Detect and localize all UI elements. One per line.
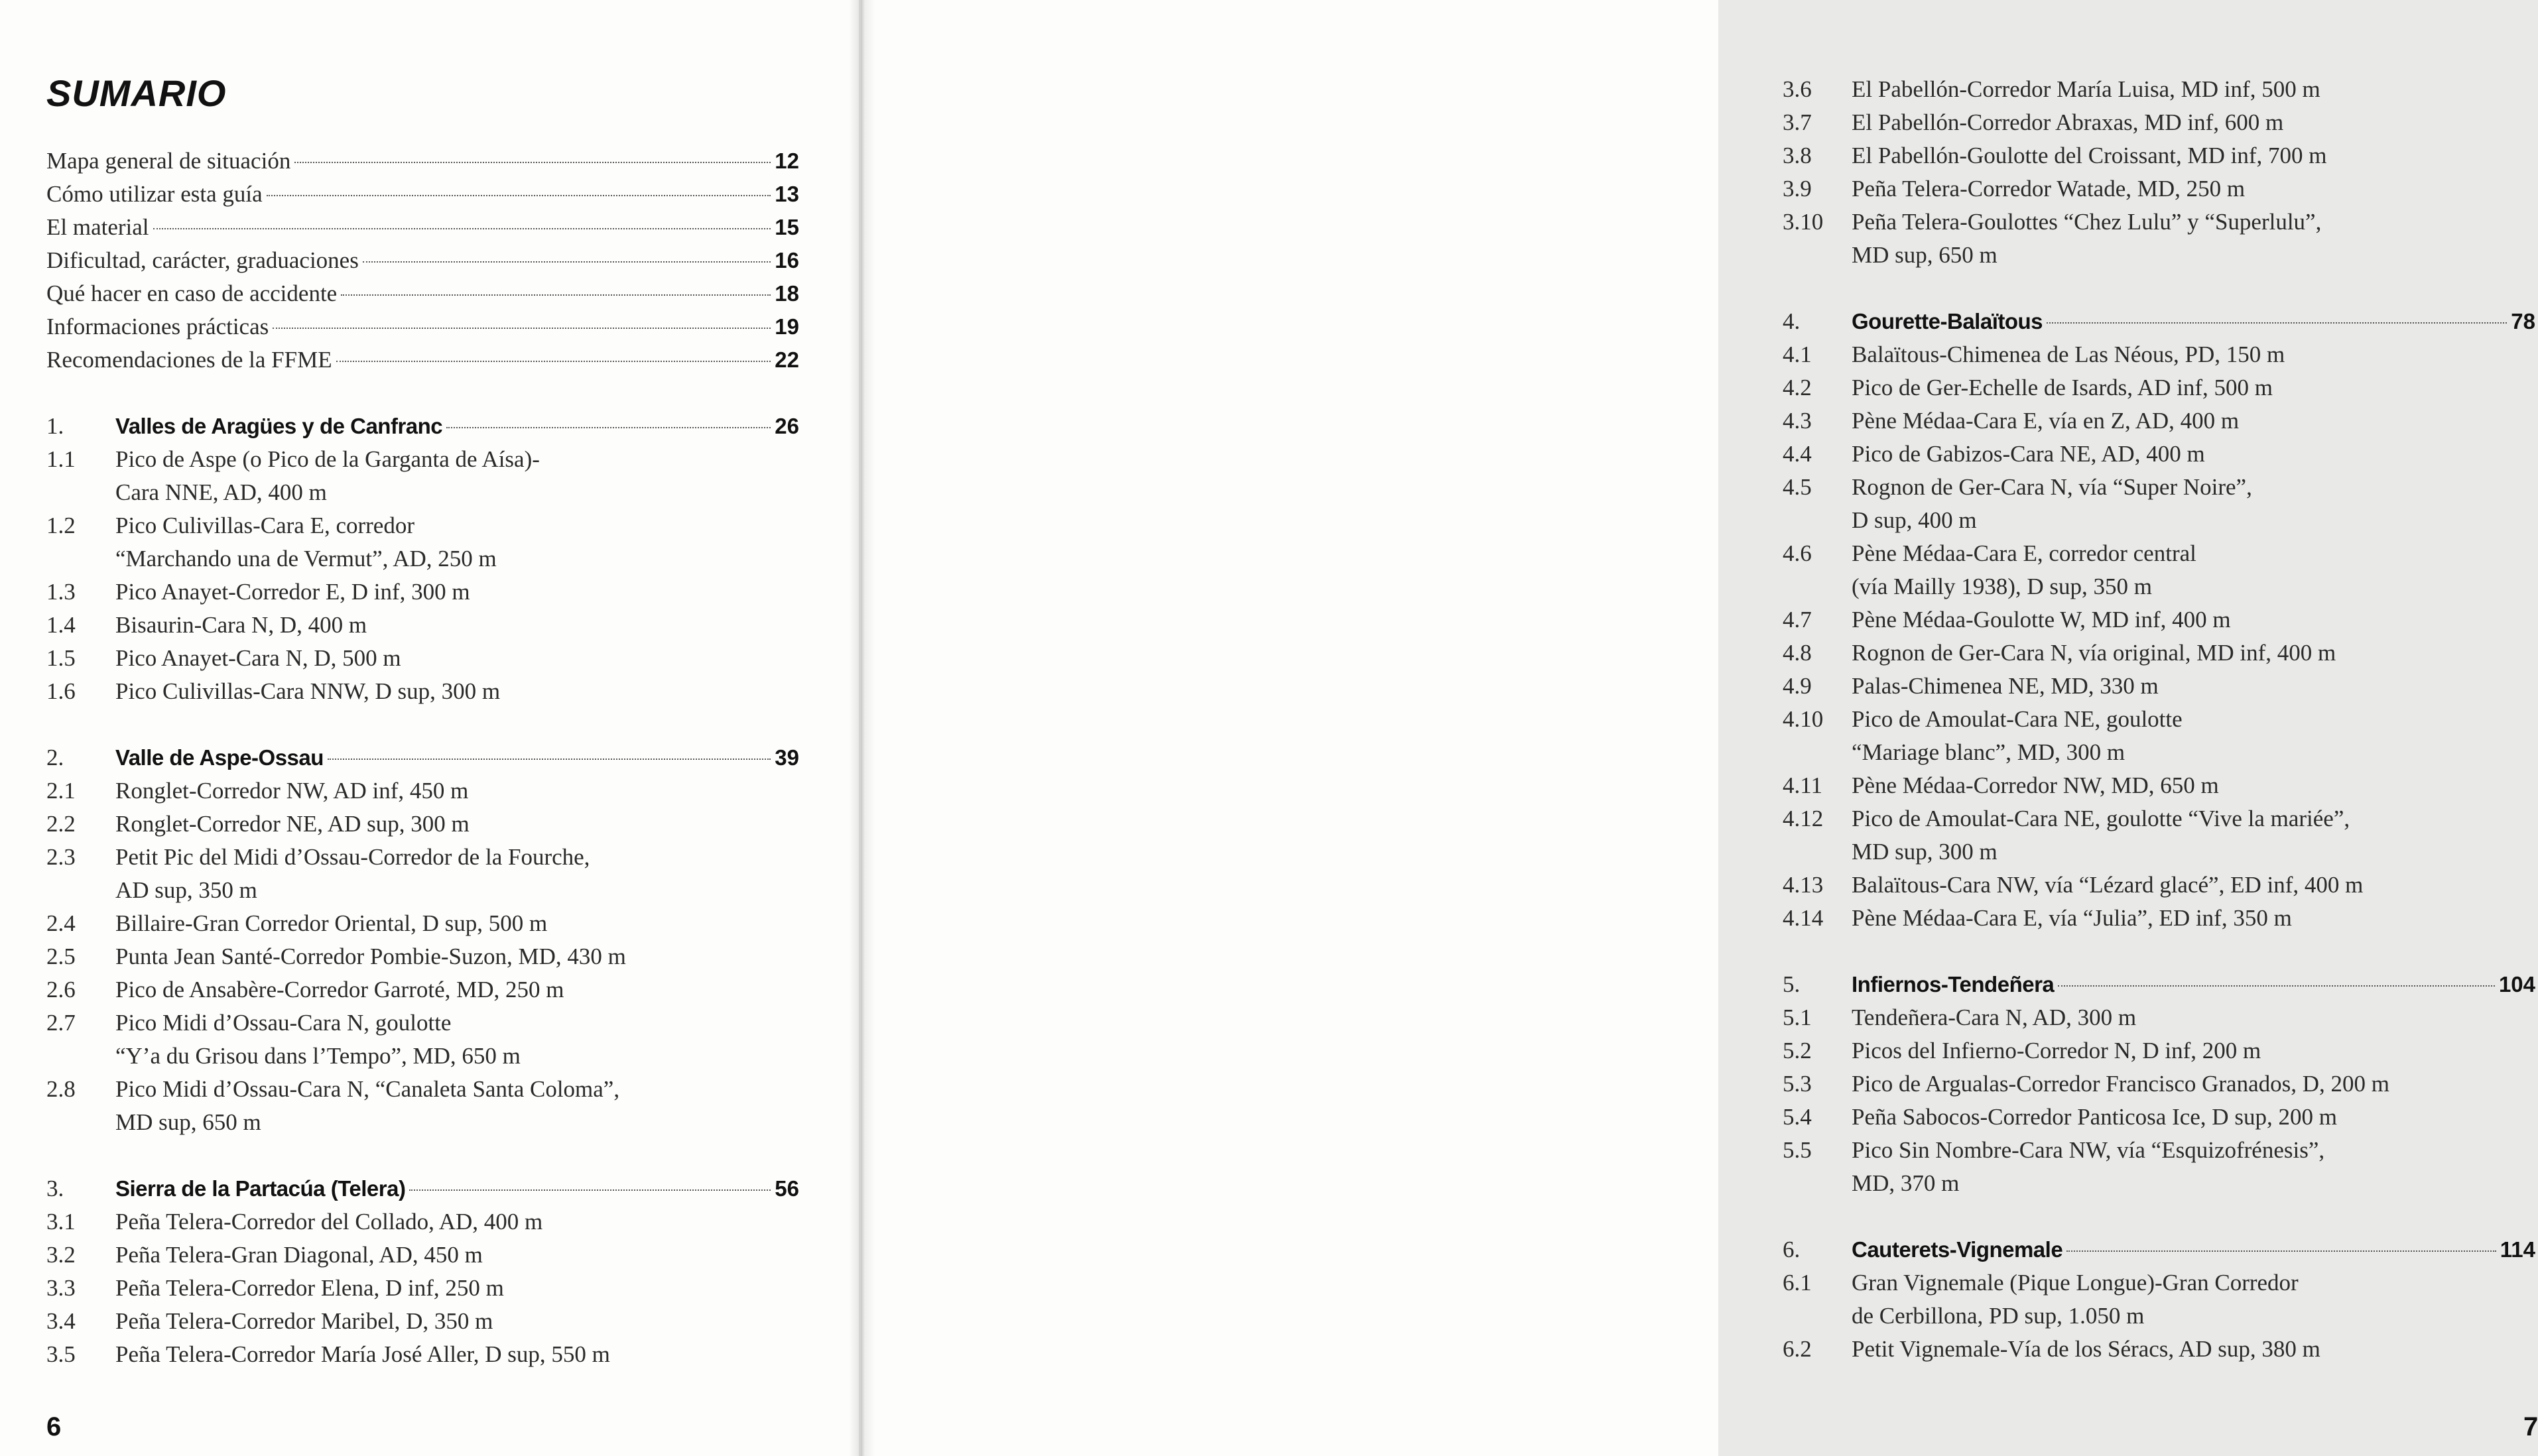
- entry-text: MD, 370 m: [1852, 1170, 1960, 1196]
- entry-number: 3.9: [1783, 176, 1812, 202]
- leader-dots: [2047, 322, 2507, 324]
- entry-text: Pico de Amoulat-Cara NE, goulotte “Vive la mariée”,: [1852, 806, 2350, 831]
- entry-text: Pico Sin Nombre-Cara NW, vía “Esquizofrénesis”,: [1852, 1137, 2325, 1163]
- entry-text: Gran Vignemale (Pique Longue)-Gran Corredor: [1852, 1270, 2299, 1296]
- intro-entry: [46, 178, 799, 211]
- entry-number: 3.8: [1783, 143, 1812, 168]
- entry-number: 3.4: [46, 1308, 76, 1334]
- section-number: 6.: [1783, 1237, 1801, 1262]
- page-ref: 16: [775, 248, 799, 273]
- toc-entry: [1783, 239, 2535, 272]
- toc-entry: [1783, 504, 2535, 537]
- entry-text: Balaïtous-Cara NW, vía “Lézard glacé”, ED inf, 400 m: [1852, 872, 2364, 898]
- toc-entry: [1783, 670, 2535, 703]
- entry-number: 5.2: [1783, 1038, 1812, 1063]
- entry-text: Peña Telera-Corredor Maribel, D, 350 m: [115, 1308, 493, 1334]
- entry-text: Pico Midi d’Ossau-Cara N, goulotte: [115, 1010, 452, 1036]
- toc-entry: [46, 1205, 799, 1239]
- page-title: SUMARIO: [46, 72, 227, 114]
- toc-entry: [1783, 172, 2535, 206]
- entry-text: Tendeñera-Cara N, AD, 300 m: [1852, 1004, 2137, 1030]
- spacer: [1783, 935, 2535, 968]
- entry-number: 1.2: [46, 513, 76, 538]
- entry-text: El Pabellón-Corredor María Luisa, MD inf, 500 m: [1852, 76, 2320, 102]
- spacer: [1783, 272, 2535, 305]
- entry-number: 2.6: [46, 977, 76, 1002]
- entry-text: Peña Telera-Gran Diagonal, AD, 450 m: [115, 1242, 483, 1268]
- entry-number: 3.2: [46, 1242, 76, 1268]
- entry-text: Ronglet-Corredor NW, AD inf, 450 m: [115, 778, 469, 804]
- entry-text: Dificultad, carácter, graduaciones: [46, 247, 359, 273]
- entry-number: 4.8: [1783, 640, 1812, 666]
- entry-text: Cara NNE, AD, 400 m: [115, 479, 327, 505]
- toc-entry: [1783, 703, 2535, 736]
- entry-text: (vía Mailly 1938), D sup, 350 m: [1852, 574, 2153, 599]
- toc-entry: [46, 973, 799, 1006]
- toc-entry: [46, 874, 799, 907]
- entry-number: 4.1: [1783, 341, 1812, 367]
- entry-text: Pène Médaa-Corredor NW, MD, 650 m: [1852, 772, 2219, 798]
- entry-text: MD sup, 300 m: [1852, 839, 1998, 865]
- page-ref: 12: [775, 149, 799, 173]
- page-ref: 104: [2498, 972, 2535, 997]
- toc-entry: [1783, 73, 2535, 106]
- page-ref: 39: [775, 745, 799, 770]
- section-heading: [46, 410, 799, 443]
- entry-text: Pène Médaa-Cara E, vía en Z, AD, 400 m: [1852, 408, 2240, 434]
- spacer: [46, 377, 799, 410]
- entry-number: 2.3: [46, 844, 76, 870]
- page-ref: 114: [2500, 1237, 2535, 1262]
- entry-text: MD sup, 650 m: [1852, 242, 1998, 268]
- section-title: Gourette-Balaïtous: [1852, 309, 2043, 334]
- toc-entry: [1783, 769, 2535, 802]
- entry-text: Qué hacer en caso de accidente: [46, 280, 338, 306]
- toc-entry: [46, 1272, 799, 1305]
- toc-entry: [1783, 1333, 2535, 1366]
- intro-entry: [46, 244, 799, 277]
- toc-entry: [1783, 438, 2535, 471]
- entry-number: 2.7: [46, 1010, 76, 1036]
- section-heading: [1783, 968, 2535, 1001]
- entry-text: Pène Médaa-Goulotte W, MD inf, 400 m: [1852, 607, 2231, 633]
- entry-number: 4.14: [1783, 905, 1824, 931]
- section-title: Sierra de la Partacúa (Telera): [115, 1176, 406, 1201]
- toc-entry: [46, 1106, 799, 1139]
- entry-number: 4.3: [1783, 408, 1812, 434]
- toc-entry: [46, 1073, 799, 1106]
- leader-dots: [336, 361, 771, 362]
- intro-entry: [46, 277, 799, 310]
- entry-number: 3.6: [1783, 76, 1812, 102]
- entry-text: “Mariage blanc”, MD, 300 m: [1852, 739, 2126, 765]
- leader-dots: [409, 1189, 771, 1191]
- entry-text: Peña Telera-Corredor Watade, MD, 250 m: [1852, 176, 2246, 202]
- leader-dots: [267, 195, 771, 196]
- entry-text: Billaire-Gran Corredor Oriental, D sup, 500 m: [115, 910, 548, 936]
- toc-entry: [46, 443, 799, 476]
- leader-dots: [328, 758, 771, 760]
- toc-entry: [46, 476, 799, 509]
- section-number: 1.: [46, 413, 64, 439]
- intro-entry: [46, 145, 799, 178]
- toc-entry: [46, 1239, 799, 1272]
- leader-dots: [446, 427, 771, 428]
- page-ref: 19: [775, 314, 799, 339]
- entry-number: 2.1: [46, 778, 76, 804]
- toc-entry: [1783, 902, 2535, 935]
- entry-text: Pico Anayet-Cara N, D, 500 m: [115, 645, 401, 671]
- toc-entry: [1783, 106, 2535, 139]
- entry-text: El material: [46, 214, 149, 240]
- leader-dots: [294, 162, 771, 163]
- page-number-right: 7: [2523, 1412, 2538, 1441]
- toc-entry: [1783, 471, 2535, 504]
- section-title: Infiernos-Tendeñera: [1852, 972, 2055, 997]
- entry-text: Rognon de Ger-Cara N, vía “Super Noire”,: [1852, 474, 2252, 500]
- entry-text: Pène Médaa-Cara E, corredor central: [1852, 540, 2196, 566]
- entry-number: 4.5: [1783, 474, 1812, 500]
- toc-entry: [46, 940, 799, 973]
- toc-entry: [1783, 371, 2535, 404]
- toc-entry: [1783, 139, 2535, 172]
- left-page: [0, 0, 859, 1456]
- toc-entry: [46, 841, 799, 874]
- entry-text: Punta Jean Santé-Corredor Pombie-Suzon, MD, 430 m: [115, 943, 626, 969]
- page-ref: 78: [2511, 309, 2535, 334]
- entry-number: 1.3: [46, 579, 76, 605]
- toc-entry: [46, 542, 799, 576]
- entry-text: Pico Anayet-Corredor E, D inf, 300 m: [115, 579, 470, 605]
- toc-entry: [46, 1305, 799, 1338]
- page-ref: 13: [775, 182, 799, 206]
- page-ref: 18: [775, 281, 799, 306]
- entry-text: Ronglet-Corredor NE, AD sup, 300 m: [115, 811, 470, 837]
- toc-entry: [1783, 537, 2535, 570]
- entry-text: Pico de Ansabère-Corredor Garroté, MD, 250 m: [115, 977, 564, 1002]
- entry-number: 4.13: [1783, 872, 1824, 898]
- entry-text: El Pabellón-Corredor Abraxas, MD inf, 600 m: [1852, 109, 2284, 135]
- entry-text: Bisaurin-Cara N, D, 400 m: [115, 612, 367, 638]
- entry-text: Pico Culivillas-Cara E, corredor: [115, 513, 414, 538]
- entry-text: Peña Telera-Goulottes “Chez Lulu” y “Superlulu”,: [1852, 209, 2322, 235]
- spacer: [46, 1139, 799, 1172]
- entry-text: Pico de Ger-Echelle de Isards, AD inf, 500 m: [1852, 375, 2273, 400]
- entry-number: 5.4: [1783, 1104, 1812, 1130]
- entry-number: 4.6: [1783, 540, 1812, 566]
- toc-entry: [1783, 1101, 2535, 1134]
- toc-entry: [46, 808, 799, 841]
- entry-text: MD sup, 650 m: [115, 1109, 261, 1135]
- leader-dots: [363, 261, 771, 263]
- entry-number: 2.4: [46, 910, 76, 936]
- leader-dots: [153, 228, 771, 229]
- entry-text: Palas-Chimenea NE, MD, 330 m: [1852, 673, 2159, 699]
- section-heading: [1783, 1233, 2535, 1266]
- section-heading: [46, 1172, 799, 1205]
- entry-number: 4.7: [1783, 607, 1812, 633]
- toc-entry: [1783, 338, 2535, 371]
- entry-text: Peña Telera-Corredor María José Aller, D sup, 550 m: [115, 1341, 610, 1367]
- toc-entry: [46, 907, 799, 940]
- toc-entry: [1783, 206, 2535, 239]
- toc-entry: [1783, 736, 2535, 769]
- entry-number: 4.12: [1783, 806, 1824, 831]
- page-ref: 15: [775, 215, 799, 239]
- entry-number: 2.5: [46, 943, 76, 969]
- intro-entry: [46, 310, 799, 343]
- entry-number: 1.6: [46, 678, 76, 704]
- entry-number: 3.7: [1783, 109, 1812, 135]
- toc-entry: [1783, 603, 2535, 637]
- toc-entry: [46, 675, 799, 708]
- section-title: Valle de Aspe-Ossau: [115, 745, 324, 770]
- section-number: 5.: [1783, 971, 1801, 997]
- entry-text: Pico de Gabizos-Cara NE, AD, 400 m: [1852, 441, 2205, 467]
- toc-entry: [1783, 1034, 2535, 1067]
- entry-text: AD sup, 350 m: [115, 877, 257, 903]
- toc-entry: [1783, 1067, 2535, 1101]
- leader-dots: [2066, 1250, 2496, 1252]
- entry-number: 4.10: [1783, 706, 1824, 732]
- entry-text: Petit Pic del Midi d’Ossau-Corredor de la Fourche,: [115, 844, 590, 870]
- section-title: Cauterets-Vignemale: [1852, 1237, 2063, 1262]
- entry-number: 4.9: [1783, 673, 1812, 699]
- entry-text: Cómo utilizar esta guía: [46, 181, 263, 207]
- toc-entry: [1783, 637, 2535, 670]
- entry-text: Picos del Infierno-Corredor N, D inf, 200 m: [1852, 1038, 2261, 1063]
- toc-entry: [1783, 1134, 2535, 1167]
- entry-number: 1.5: [46, 645, 76, 671]
- entry-text: “Y’a du Grisou dans l’Tempo”, MD, 650 m: [115, 1043, 521, 1069]
- spacer: [46, 708, 799, 741]
- entry-number: 1.1: [46, 446, 76, 472]
- section-heading: [46, 741, 799, 774]
- toc-entry: [46, 774, 799, 808]
- entry-number: 2.8: [46, 1076, 76, 1102]
- entry-number: 5.1: [1783, 1004, 1812, 1030]
- entry-number: 3.10: [1783, 209, 1824, 235]
- entry-text: Pico Midi d’Ossau-Cara N, “Canaleta Santa Coloma”,: [115, 1076, 620, 1102]
- entry-number: 3.1: [46, 1209, 76, 1235]
- toc-entry: [46, 1040, 799, 1073]
- entry-text: El Pabellón-Goulotte del Croissant, MD inf, 700 m: [1852, 143, 2327, 168]
- entry-text: de Cerbillona, PD sup, 1.050 m: [1852, 1303, 2145, 1329]
- entry-text: Pico Culivillas-Cara NNW, D sup, 300 m: [115, 678, 501, 704]
- leader-dots: [2058, 985, 2495, 987]
- entry-text: Peña Telera-Corredor Elena, D inf, 250 m: [115, 1275, 504, 1301]
- entry-text: Mapa general de situación: [46, 148, 291, 174]
- right-page: [862, 0, 2538, 1456]
- toc-entry: [46, 1338, 799, 1371]
- toc-entry: [1783, 404, 2535, 438]
- toc-entry: [46, 1006, 799, 1040]
- toc-entry: [1783, 570, 2535, 603]
- entry-number: 5.5: [1783, 1137, 1812, 1163]
- toc-entry: [46, 609, 799, 642]
- section-number: 2.: [46, 745, 64, 770]
- entry-number: 4.4: [1783, 441, 1812, 467]
- entry-text: Pico de Aspe (o Pico de la Garganta de Aísa)-: [115, 446, 540, 472]
- entry-number: 5.3: [1783, 1071, 1812, 1097]
- entry-text: Balaïtous-Chimenea de Las Néous, PD, 150 m: [1852, 341, 2285, 367]
- section-number: 3.: [46, 1176, 64, 1201]
- leader-dots: [341, 294, 771, 296]
- entry-number: 6.2: [1783, 1336, 1812, 1362]
- page-ref: 22: [775, 347, 799, 372]
- toc-entry: [1783, 1167, 2535, 1200]
- toc-entry: [46, 509, 799, 542]
- toc-entry: [46, 576, 799, 609]
- entry-text: Recomendaciones de la FFME: [46, 347, 332, 373]
- page-number-left: 6: [46, 1412, 62, 1441]
- toc-entry: [1783, 835, 2535, 869]
- entry-number: 6.1: [1783, 1270, 1812, 1296]
- entry-number: 2.2: [46, 811, 76, 837]
- entry-text: Peña Sabocos-Corredor Panticosa Ice, D sup, 200 m: [1852, 1104, 2337, 1130]
- spacer: [1783, 1200, 2535, 1233]
- toc-entry: [1783, 802, 2535, 835]
- toc-entry: [1783, 1266, 2535, 1300]
- entry-text: Informaciones prácticas: [46, 314, 269, 339]
- entry-text: “Marchando una de Vermut”, AD, 250 m: [115, 546, 497, 572]
- entry-number: 4.11: [1783, 772, 1822, 798]
- entry-number: 1.4: [46, 612, 76, 638]
- section-heading: [1783, 305, 2535, 338]
- leader-dots: [273, 328, 771, 329]
- section-title: Valles de Aragües y de Canfranc: [115, 414, 443, 438]
- entry-text: Petit Vignemale-Vía de los Séracs, AD sup, 380 m: [1852, 1336, 2320, 1362]
- page-ref: 26: [775, 414, 799, 438]
- entry-text: Pico de Argualas-Corredor Francisco Granados, D, 200 m: [1852, 1071, 2389, 1097]
- entry-text: Pico de Amoulat-Cara NE, goulotte: [1852, 706, 2183, 732]
- intro-entry: [46, 211, 799, 244]
- entry-text: Pène Médaa-Cara E, vía “Julia”, ED inf, 350 m: [1852, 905, 2292, 931]
- left-toc-column: [46, 145, 799, 1371]
- entry-number: 4.2: [1783, 375, 1812, 400]
- entry-text: Rognon de Ger-Cara N, vía original, MD inf, 400 m: [1852, 640, 2336, 666]
- entry-number: 3.5: [46, 1341, 76, 1367]
- toc-entry: [1783, 1300, 2535, 1333]
- toc-entry: [46, 642, 799, 675]
- entry-text: Peña Telera-Corredor del Collado, AD, 400 m: [115, 1209, 543, 1235]
- entry-number: 3.3: [46, 1275, 76, 1301]
- toc-entry: [1783, 869, 2535, 902]
- right-toc-column: [1783, 73, 2535, 1366]
- section-number: 4.: [1783, 308, 1801, 334]
- toc-entry: [1783, 1001, 2535, 1034]
- page-ref: 56: [775, 1176, 799, 1201]
- entry-text: D sup, 400 m: [1852, 507, 1977, 533]
- intro-entry: [46, 343, 799, 377]
